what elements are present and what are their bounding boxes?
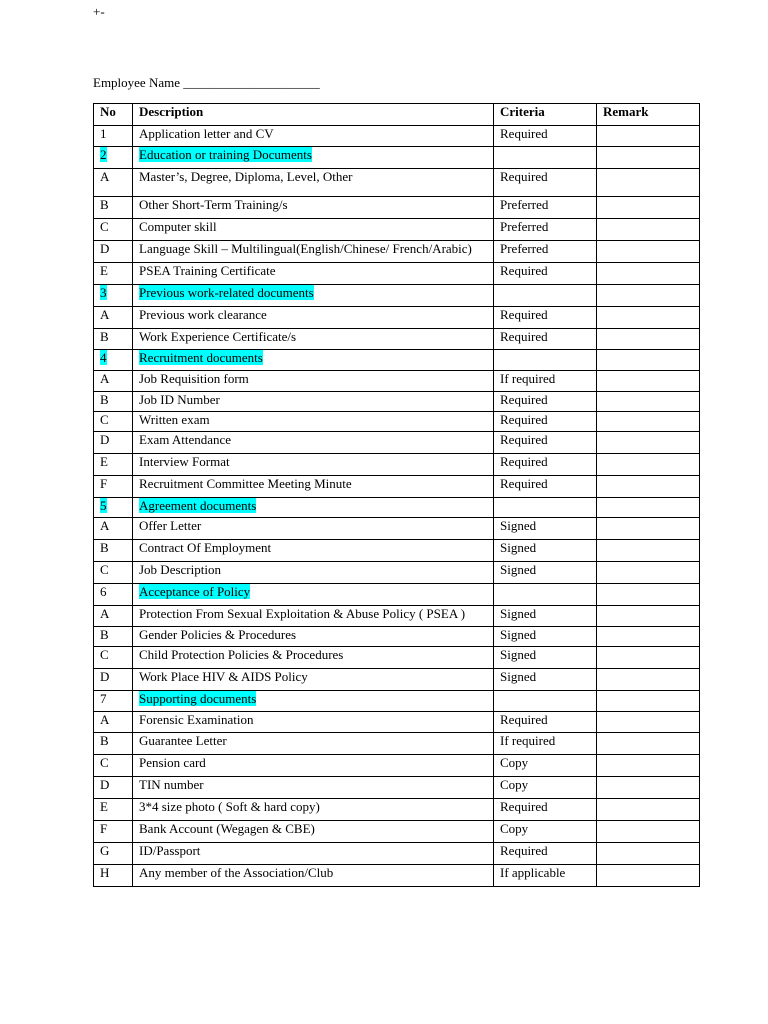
row-description [133,865,494,887]
row-description-text: Child Protection Policies & Procedures [139,647,344,662]
row-description [133,606,494,627]
table-row [94,498,700,518]
row-no-text: B [100,733,109,748]
row-description [133,777,494,799]
row-remark [597,562,700,584]
row-description [133,285,494,307]
row-criteria: Signed [494,606,597,627]
row-criteria: Signed [494,627,597,647]
row-description [133,821,494,843]
row-no [94,219,133,241]
table-row [94,627,700,647]
row-description-text: Protection From Sexual Exploitation & Abuse Policy ( PSEA ) [139,606,466,621]
table-row [94,197,700,219]
row-remark [597,285,700,307]
row-no-text: C [100,412,109,427]
row-criteria: Required [494,392,597,412]
table-row [94,755,700,777]
row-remark [597,799,700,821]
row-description-text: Job Description [139,562,221,577]
row-criteria: Required [494,329,597,350]
row-description-text: Forensic Examination [139,712,254,727]
row-description [133,263,494,285]
row-no [94,169,133,197]
row-description [133,540,494,562]
row-no [94,712,133,733]
row-remark [597,392,700,412]
row-no [94,498,133,518]
table-row [94,371,700,392]
row-no [94,432,133,454]
row-criteria: Signed [494,518,597,540]
row-description [133,147,494,169]
header-remark: Remark [597,104,700,126]
row-remark [597,219,700,241]
row-description-text: Other Short-Term Training/s [139,197,288,212]
row-criteria: Required [494,126,597,147]
row-description [133,412,494,432]
row-no [94,821,133,843]
row-no-text: C [100,562,109,577]
row-description [133,307,494,329]
row-no-text: C [100,755,109,770]
row-description-text: Previous work-related documents [139,285,314,300]
row-remark [597,454,700,476]
row-criteria: Copy [494,821,597,843]
row-remark [597,733,700,755]
row-description [133,799,494,821]
row-description-text: Application letter and CV [139,126,274,141]
row-criteria: Signed [494,647,597,669]
table-row [94,518,700,540]
row-description [133,454,494,476]
row-no-text: E [100,454,108,469]
row-description [133,518,494,540]
row-description [133,241,494,263]
row-description [133,712,494,733]
row-no [94,799,133,821]
table-row [94,733,700,755]
row-no-text: D [100,777,110,792]
row-no [94,392,133,412]
row-criteria [494,691,597,712]
row-criteria: Preferred [494,219,597,241]
row-remark [597,518,700,540]
row-no [94,584,133,606]
row-no-text: A [100,307,110,322]
row-no-text: A [100,169,110,184]
row-description [133,669,494,691]
table-row [94,307,700,329]
row-remark [597,606,700,627]
table-row [94,562,700,584]
row-criteria: Copy [494,755,597,777]
row-description-text: Pension card [139,755,206,770]
row-remark [597,777,700,799]
row-no [94,476,133,498]
header-description: Description [133,104,494,126]
row-remark [597,412,700,432]
header-criteria: Criteria [494,104,597,126]
row-remark [597,197,700,219]
table-row [94,669,700,691]
row-criteria: Required [494,712,597,733]
table-row [94,241,700,263]
row-criteria: Signed [494,669,597,691]
row-remark [597,476,700,498]
table-header-row [94,104,700,126]
table-row [94,126,700,147]
row-remark [597,647,700,669]
row-no [94,241,133,263]
row-criteria: Required [494,169,597,197]
table-row [94,647,700,669]
row-no [94,562,133,584]
row-no-text: D [100,669,110,684]
row-remark [597,755,700,777]
row-remark [597,329,700,350]
row-description-text: Offer Letter [139,518,202,533]
table-row [94,412,700,432]
table-row [94,843,700,865]
row-description-text: Work Experience Certificate/s [139,329,297,344]
row-remark [597,627,700,647]
row-description [133,432,494,454]
table-row [94,285,700,307]
row-description-text: TIN number [139,777,204,792]
row-no-text: E [100,263,108,278]
row-no [94,126,133,147]
row-description [133,627,494,647]
row-no [94,350,133,371]
row-no [94,733,133,755]
row-no-text: A [100,712,110,727]
header-no: No [94,104,133,126]
row-no [94,329,133,350]
row-criteria: Required [494,476,597,498]
table-row [94,432,700,454]
row-no [94,691,133,712]
row-no [94,412,133,432]
row-no-text: B [100,627,109,642]
row-description [133,647,494,669]
row-remark [597,350,700,371]
row-no-text: C [100,647,109,662]
row-no-text: F [100,821,108,836]
row-no-text: A [100,518,110,533]
row-remark [597,126,700,147]
row-description [133,691,494,712]
row-criteria: Required [494,263,597,285]
document-checklist-table [93,103,700,887]
row-no [94,843,133,865]
row-remark [597,432,700,454]
row-description [133,843,494,865]
row-description-text: Recruitment Committee Meeting Minute [139,476,352,491]
row-remark [597,263,700,285]
table-row [94,540,700,562]
row-description-text: Supporting documents [139,691,257,706]
table-row [94,350,700,371]
table-row [94,821,700,843]
row-criteria: If required [494,371,597,392]
row-description-text: Acceptance of Policy [139,584,251,599]
row-no [94,540,133,562]
table-row [94,799,700,821]
table-row [94,263,700,285]
table-row [94,606,700,627]
row-no-text: 4 [100,350,107,365]
row-no-text: F [100,476,108,491]
row-description [133,219,494,241]
row-remark [597,169,700,197]
row-no-text: A [100,606,110,621]
row-no [94,627,133,647]
row-no [94,307,133,329]
row-no [94,755,133,777]
row-remark [597,371,700,392]
row-description-text: Guarantee Letter [139,733,227,748]
row-description [133,350,494,371]
table-row [94,329,700,350]
row-no-text: H [100,865,110,880]
row-description [133,126,494,147]
row-description [133,197,494,219]
row-criteria: Required [494,412,597,432]
row-description-text: Language Skill – Multilingual(English/Chinese/ French/Arabic) [139,241,472,256]
table-row [94,219,700,241]
table-row [94,169,700,197]
row-no-text: 3 [100,285,107,300]
row-description-text: Interview Format [139,454,230,469]
row-description [133,498,494,518]
row-description-text: Previous work clearance [139,307,267,322]
row-description-text: PSEA Training Certificate [139,263,276,278]
row-criteria: Preferred [494,197,597,219]
row-criteria: If applicable [494,865,597,887]
row-description [133,371,494,392]
row-no-text: B [100,540,109,555]
row-description [133,584,494,606]
row-criteria: Preferred [494,241,597,263]
row-criteria: Required [494,843,597,865]
table-row [94,454,700,476]
row-criteria: Signed [494,540,597,562]
table-row [94,584,700,606]
row-description-text: Job ID Number [139,392,220,407]
row-no [94,371,133,392]
row-no-text: 2 [100,147,107,162]
row-no-text: 6 [100,584,107,599]
row-no [94,454,133,476]
table-row [94,392,700,412]
row-description [133,562,494,584]
row-description [133,329,494,350]
row-description-text: Recruitment documents [139,350,263,365]
row-no [94,263,133,285]
row-remark [597,147,700,169]
table-row [94,712,700,733]
row-criteria: Copy [494,777,597,799]
row-no [94,669,133,691]
row-remark [597,584,700,606]
row-no-text: D [100,241,110,256]
row-description [133,392,494,412]
row-no-text: B [100,197,109,212]
row-remark [597,669,700,691]
row-no [94,606,133,627]
employee-name-field: Employee Name _____________________ [93,75,320,90]
row-description-text: Written exam [139,412,210,427]
row-no-text: C [100,219,109,234]
row-no [94,197,133,219]
row-no-text: 5 [100,498,107,513]
row-remark [597,712,700,733]
row-no [94,865,133,887]
row-remark [597,865,700,887]
row-criteria [494,350,597,371]
row-criteria: Required [494,432,597,454]
row-description-text: Contract Of Employment [139,540,272,555]
row-description-text: Agreement documents [139,498,257,513]
row-description [133,733,494,755]
row-description-text: Education or training Documents [139,147,312,162]
row-no [94,147,133,169]
row-no-text: D [100,432,110,447]
row-no-text: A [100,371,110,386]
row-remark [597,307,700,329]
row-description-text: ID/Passport [139,843,201,858]
row-description [133,755,494,777]
row-criteria [494,584,597,606]
row-criteria [494,147,597,169]
row-no-text: B [100,392,109,407]
row-description-text: 3*4 size photo ( Soft & hard copy) [139,799,320,814]
row-description-text: Gender Policies & Procedures [139,627,297,642]
row-criteria: Signed [494,562,597,584]
row-criteria: If required [494,733,597,755]
row-description-text: Work Place HIV & AIDS Policy [139,669,308,684]
row-remark [597,540,700,562]
row-criteria [494,498,597,518]
row-description-text: Bank Account (Wegagen & CBE) [139,821,315,836]
row-description-text: Master’s, Degree, Diploma, Level, Other [139,169,353,184]
row-no-text: B [100,329,109,344]
table-row [94,777,700,799]
row-criteria: Required [494,307,597,329]
row-no-text: G [100,843,110,858]
row-remark [597,843,700,865]
row-remark [597,821,700,843]
row-description-text: Job Requisition form [139,371,249,386]
row-description-text: Any member of the Association/Club [139,865,334,880]
row-description-text: Exam Attendance [139,432,232,447]
row-description [133,169,494,197]
row-description-text: Computer skill [139,219,217,234]
table-row [94,691,700,712]
table-row [94,476,700,498]
row-no [94,647,133,669]
row-no [94,285,133,307]
table-row [94,147,700,169]
row-no-text: 1 [100,126,107,141]
table-row [94,865,700,887]
corner-mark: +- [93,4,105,19]
row-no [94,777,133,799]
row-no-text: 7 [100,691,107,706]
row-remark [597,498,700,518]
row-remark [597,691,700,712]
row-criteria [494,285,597,307]
row-criteria: Required [494,454,597,476]
row-description [133,476,494,498]
row-criteria: Required [494,799,597,821]
row-no [94,518,133,540]
row-remark [597,241,700,263]
row-no-text: E [100,799,108,814]
